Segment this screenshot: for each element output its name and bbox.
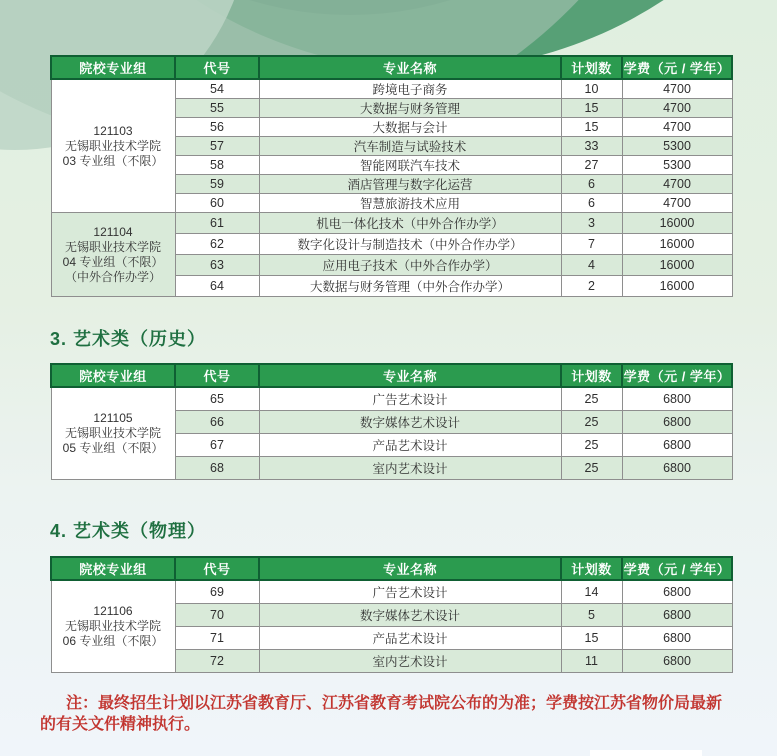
cell-code: 55 xyxy=(175,99,259,118)
cell-major: 大数据与财务管理 xyxy=(259,99,561,118)
group-cell-121106 xyxy=(51,580,175,672)
cell-major: 酒店管理与数字化运营 xyxy=(259,175,561,194)
cell-major: 大数据与财务管理（中外合作办学） xyxy=(259,276,561,297)
cell-code: 65 xyxy=(175,387,259,410)
cell-major: 数字媒体艺术设计 xyxy=(259,410,561,433)
group-cell-121105 xyxy=(51,387,175,479)
group-label: 03 专业组（不限） xyxy=(62,153,164,168)
table-row xyxy=(51,580,732,603)
cell-plan: 3 xyxy=(561,213,622,234)
col-header-group: 院校专业组 xyxy=(51,557,175,580)
col-header-fee: 学费（元 / 学年） xyxy=(622,557,732,580)
cell-fee: 6800 xyxy=(622,456,732,479)
cell-code: 54 xyxy=(175,79,259,99)
cell-major: 产品艺术设计 xyxy=(259,626,561,649)
cell-fee: 16000 xyxy=(622,255,732,276)
cell-major: 数字媒体艺术设计 xyxy=(259,603,561,626)
cell-code: 70 xyxy=(175,603,259,626)
cell-plan: 5 xyxy=(561,603,622,626)
cell-fee: 16000 xyxy=(622,276,732,297)
col-header-major: 专业名称 xyxy=(259,56,561,79)
cell-major: 室内艺术设计 xyxy=(259,456,561,479)
cell-fee: 5300 xyxy=(622,156,732,175)
col-header-plan: 计划数 xyxy=(561,56,622,79)
group-label: 04 专业组（不限） xyxy=(62,254,164,269)
cell-major: 广告艺术设计 xyxy=(259,580,561,603)
cell-major: 广告艺术设计 xyxy=(259,387,561,410)
cell-code: 64 xyxy=(175,276,259,297)
cell-code: 56 xyxy=(175,118,259,137)
cell-plan: 15 xyxy=(561,626,622,649)
cell-plan: 6 xyxy=(561,175,622,194)
col-header-code: 代号 xyxy=(175,557,259,580)
table-row xyxy=(51,213,732,234)
table-header-row xyxy=(51,56,732,79)
footnote: 注：最终招生计划以江苏省教育厅、江苏省教育考试院公布的为准；学费按江苏省物价局最新的有关文件精神执行。 xyxy=(40,693,723,733)
cell-major: 汽车制造与试验技术 xyxy=(259,137,561,156)
section-heading-art-physics: 4. 艺术类（物理） xyxy=(50,521,207,541)
col-header-code: 代号 xyxy=(175,364,259,387)
group-school: 无锡职业技术学院 xyxy=(64,239,161,254)
cell-code: 61 xyxy=(175,213,259,234)
cell-code: 58 xyxy=(175,156,259,175)
cell-fee: 16000 xyxy=(622,234,732,255)
cell-fee: 6800 xyxy=(622,649,732,672)
group-code: 121103 xyxy=(93,123,133,138)
group-code: 121106 xyxy=(93,603,133,618)
group-label-extra: （中外合作办学） xyxy=(64,269,161,284)
col-header-fee: 学费（元 / 学年） xyxy=(622,56,732,79)
cell-fee: 6800 xyxy=(622,410,732,433)
cell-code: 60 xyxy=(175,194,259,213)
plan-table-art-history xyxy=(50,363,733,480)
group-code: 121105 xyxy=(93,410,133,425)
col-header-code: 代号 xyxy=(175,56,259,79)
cell-plan: 25 xyxy=(561,456,622,479)
cell-fee: 4700 xyxy=(622,99,732,118)
cell-code: 59 xyxy=(175,175,259,194)
group-code: 121104 xyxy=(93,224,133,239)
col-header-major: 专业名称 xyxy=(259,557,561,580)
cell-major: 跨境电子商务 xyxy=(259,79,561,99)
cell-plan: 15 xyxy=(561,99,622,118)
cell-fee: 4700 xyxy=(622,175,732,194)
cell-code: 72 xyxy=(175,649,259,672)
cell-major: 机电一体化技术（中外合作办学） xyxy=(259,213,561,234)
table-header-row xyxy=(51,557,732,580)
cell-major: 产品艺术设计 xyxy=(259,433,561,456)
cell-code: 67 xyxy=(175,433,259,456)
table-header-row xyxy=(51,364,732,387)
col-header-fee: 学费（元 / 学年） xyxy=(622,364,732,387)
cell-plan: 10 xyxy=(561,79,622,99)
cell-major: 智能网联汽车技术 xyxy=(259,156,561,175)
table-row xyxy=(51,79,732,99)
cell-code: 69 xyxy=(175,580,259,603)
cell-major: 智慧旅游技术应用 xyxy=(259,194,561,213)
cell-major: 大数据与会计 xyxy=(259,118,561,137)
col-header-major: 专业名称 xyxy=(259,364,561,387)
cell-fee: 6800 xyxy=(622,387,732,410)
cell-code: 66 xyxy=(175,410,259,433)
cell-plan: 15 xyxy=(561,118,622,137)
cell-plan: 25 xyxy=(561,387,622,410)
col-header-plan: 计划数 xyxy=(561,557,622,580)
cell-code: 62 xyxy=(175,234,259,255)
cell-code: 57 xyxy=(175,137,259,156)
group-school: 无锡职业技术学院 xyxy=(64,425,161,440)
cell-fee: 16000 xyxy=(622,213,732,234)
col-header-group: 院校专业组 xyxy=(51,56,175,79)
cell-major: 数字化设计与制造技术（中外合作办学） xyxy=(259,234,561,255)
group-cell-121104 xyxy=(51,213,175,297)
page-footer-box xyxy=(590,750,702,756)
cell-plan: 11 xyxy=(561,649,622,672)
cell-plan: 4 xyxy=(561,255,622,276)
cell-major: 室内艺术设计 xyxy=(259,649,561,672)
section-heading-art-history: 3. 艺术类（历史） xyxy=(50,329,207,349)
plan-table-general xyxy=(50,55,733,297)
cell-code: 63 xyxy=(175,255,259,276)
group-school: 无锡职业技术学院 xyxy=(64,138,161,153)
cell-plan: 2 xyxy=(561,276,622,297)
cell-major: 应用电子技术（中外合作办学） xyxy=(259,255,561,276)
cell-plan: 33 xyxy=(561,137,622,156)
cell-fee: 4700 xyxy=(622,118,732,137)
col-header-group: 院校专业组 xyxy=(51,364,175,387)
cell-plan: 27 xyxy=(561,156,622,175)
plan-table-art-physics xyxy=(50,556,733,673)
cell-fee: 6800 xyxy=(622,626,732,649)
cell-code: 68 xyxy=(175,456,259,479)
cell-fee: 4700 xyxy=(622,79,732,99)
cell-plan: 25 xyxy=(561,410,622,433)
group-label: 05 专业组（不限） xyxy=(62,440,164,455)
group-cell-121103 xyxy=(51,79,175,213)
cell-plan: 14 xyxy=(561,580,622,603)
cell-code: 71 xyxy=(175,626,259,649)
cell-plan: 25 xyxy=(561,433,622,456)
table-row xyxy=(51,387,732,410)
cell-fee: 6800 xyxy=(622,603,732,626)
cell-plan: 6 xyxy=(561,194,622,213)
col-header-plan: 计划数 xyxy=(561,364,622,387)
group-school: 无锡职业技术学院 xyxy=(64,618,161,633)
cell-fee: 4700 xyxy=(622,194,732,213)
cell-fee: 6800 xyxy=(622,580,732,603)
cell-fee: 6800 xyxy=(622,433,732,456)
group-label: 06 专业组（不限） xyxy=(62,633,164,648)
cell-plan: 7 xyxy=(561,234,622,255)
cell-fee: 5300 xyxy=(622,137,732,156)
